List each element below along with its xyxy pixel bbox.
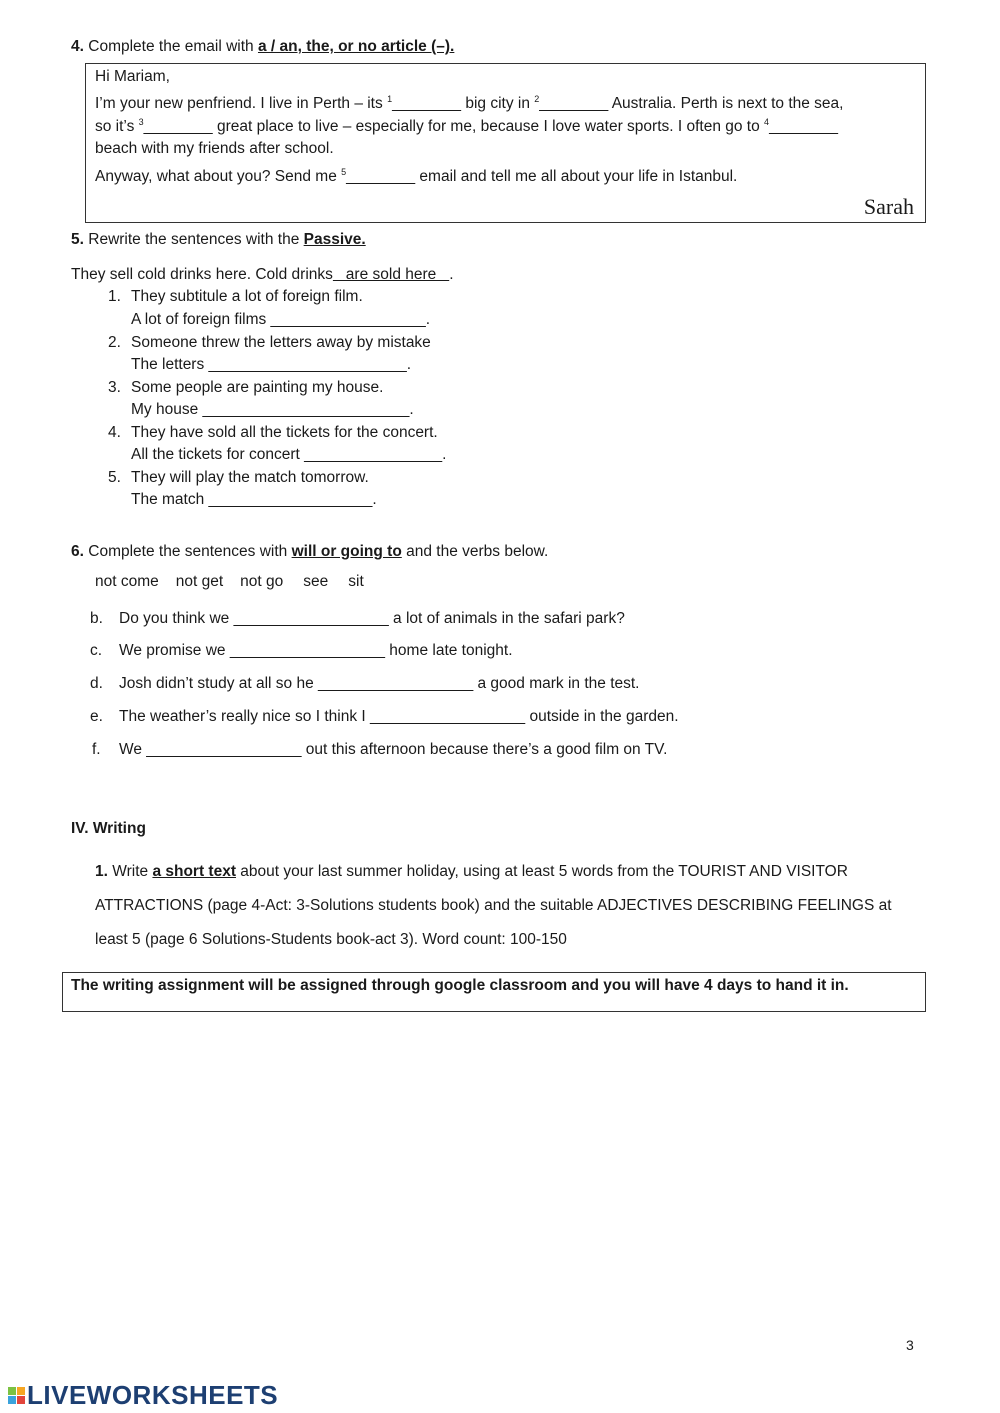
q5-example: They sell cold drinks here. Cold drinks are sold here . <box>71 266 454 283</box>
writing-heading: IV. Writing <box>71 820 146 837</box>
answer-line[interactable]: A lot of foreign films __________________. <box>131 311 431 328</box>
list-item[interactable]: c. We promise we __________________ home late tonight. <box>90 642 513 659</box>
answer-line[interactable]: The match ___________________. <box>131 491 377 508</box>
q6-instruction: 6. Complete the sentences with will or going to and the verbs below. <box>71 543 549 560</box>
list-item[interactable]: d. Josh didn’t study at all so he __________________ a good mark in the test. <box>90 675 640 692</box>
blank-1[interactable]: ________ <box>392 95 462 112</box>
notice-text: The writing assignment will be assigned through google classroom and you will have 4 days to hand it in. <box>71 977 849 994</box>
verb: not come <box>95 573 159 590</box>
writing-task-line: ATTRACTIONS (page 4-Act: 3-Solutions students book) and the suitable ADJECTIVES DESCRIBING FEELINGS at <box>95 897 892 914</box>
email-greeting: Hi Mariam, <box>95 68 170 85</box>
verb: sit <box>348 573 364 590</box>
email-line: Anyway, what about you? Send me $^5$________ email and tell me all about your life in Istanbul. <box>95 167 738 185</box>
list-item: 4. They have sold all the tickets for the concert. <box>108 424 438 441</box>
logo-icon <box>8 1387 25 1404</box>
verb-bank <box>95 572 364 592</box>
writing-task: 1. Write a short text about your last summer holiday, using at least 5 words from the TOURIST AND VISITOR <box>95 863 848 880</box>
answer-line[interactable]: My house ________________________. <box>131 401 414 418</box>
verb: not go <box>240 573 284 590</box>
blank-3[interactable]: ________ <box>143 118 213 135</box>
verb: not get <box>175 573 224 590</box>
q4-instruction: 4. Complete the email with a / an, the, or no article (–). <box>71 38 455 55</box>
email-signature: Sarah <box>863 194 914 219</box>
email-line: I’m your new penfriend. I live in Perth – its $^1$________ big city in $^2$________ Australia. Perth is next to the sea, <box>95 94 844 112</box>
list-item: 1. They subtitule a lot of foreign film. <box>108 288 363 305</box>
verb: see <box>303 573 329 590</box>
liveworksheets-logo <box>8 1382 278 1408</box>
page-number: 3 <box>906 1337 914 1353</box>
answer-line[interactable]: The letters _______________________. <box>131 356 412 373</box>
logo-text: LIVEWORKSHEETS <box>27 1380 279 1410</box>
list-item[interactable]: f. We __________________ out this afternoon because there’s a good film on TV. <box>92 741 668 758</box>
list-item[interactable]: e. The weather’s really nice so I think I __________________ outside in the garden. <box>90 708 679 725</box>
q5-instruction: 5. Rewrite the sentences with the Passive. <box>71 231 366 248</box>
answer-line[interactable]: All the tickets for concert ________________. <box>131 446 447 463</box>
blank-4[interactable]: ________ <box>769 118 839 135</box>
list-item: 5. They will play the match tomorrow. <box>108 469 369 486</box>
list-item: 2. Someone threw the letters away by mistake <box>108 334 431 351</box>
email-line: so it’s $^3$________ great place to live – especially for me, because I love water sports. I often go to $^4$________ <box>95 117 839 135</box>
email-line: beach with my friends after school. <box>95 140 334 157</box>
blank-5[interactable]: ________ <box>346 168 416 185</box>
list-item[interactable]: b. Do you think we __________________ a lot of animals in the safari park? <box>90 610 625 627</box>
list-item: 3. Some people are painting my house. <box>108 379 384 396</box>
blank-2[interactable]: ________ <box>539 95 609 112</box>
writing-task-line: least 5 (page 6 Solutions-Students book-act 3). Word count: 100-150 <box>95 931 567 948</box>
